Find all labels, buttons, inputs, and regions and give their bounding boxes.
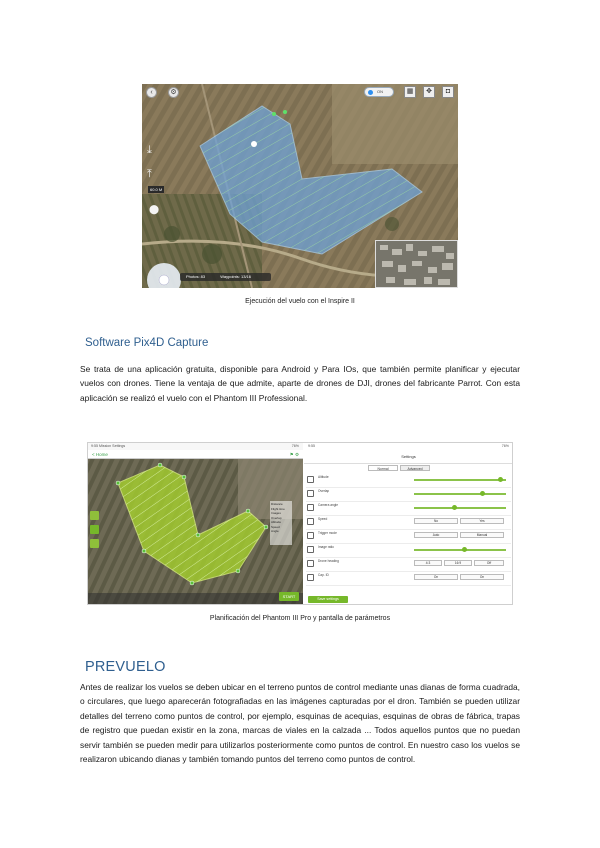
legend-item-4: Altitude	[271, 520, 282, 524]
drone-heading-icon	[307, 560, 314, 567]
slider-knob[interactable]	[462, 547, 467, 552]
param-label: Drone heading	[318, 559, 339, 563]
legend-item-5: Speed	[271, 524, 280, 529]
param-row-speed	[306, 515, 511, 530]
save-settings-button[interactable]: Save settings	[308, 596, 348, 603]
option-on-a[interactable]: On	[414, 574, 458, 580]
side-tool-1-icon[interactable]	[90, 511, 99, 520]
minimap[interactable]	[375, 240, 458, 288]
option-no[interactable]: No	[414, 518, 458, 524]
option-manual[interactable]: Manual	[460, 532, 504, 538]
map-status-bar	[88, 443, 303, 450]
map-status-right: 76%	[291, 444, 299, 448]
pix4d-screenshot	[87, 442, 513, 605]
param-row-cap-id	[306, 571, 511, 586]
panel-status-bar	[304, 443, 513, 450]
altitude-readout: 60.0 M	[150, 187, 163, 192]
param-label: Trigger mode	[318, 531, 337, 535]
start-button[interactable]: START	[279, 592, 299, 601]
location-pin-icon[interactable]: ⬤	[149, 204, 160, 214]
map-options-icon[interactable]: ⚑ ⚙	[289, 452, 299, 457]
pix4d-heading: Software Pix4D Capture	[85, 337, 209, 349]
param-label: Overlap	[318, 489, 330, 493]
legend-item-3: Overlap	[271, 515, 282, 520]
photos-count: Photos: 83	[186, 274, 206, 279]
altitude-slider[interactable]	[414, 479, 506, 481]
slider-knob[interactable]	[498, 477, 503, 482]
option-off[interactable]: Off	[474, 560, 504, 566]
param-row-altitude	[306, 473, 511, 488]
prevuelo-paragraph: Antes de realizar los vuelos se deben ubicar en el terreno puntos de control mediante unas dianas de forma cuadrada, o circulares, que luego aparecerán fotografiadas en las imágenes capturadas por el dron. También se pueden utilizar detalles del terreno como puntos de control, por ejemplo, esquinas de acequias, esquinas de obras de fábrica, trapas de registro que puedan existir en la zona, marcas de viales en la calzada ... Todos aquellos puntos que no puedan servir también se pueden medir para utilizarlos posteriormente como puntos de control. En nuestro caso los vuelos se realizaron ubicando dianas y también tomando puntos del terreno como puntos de control.	[80, 682, 520, 765]
panel-status-left: 9:55	[308, 444, 315, 448]
param-label: Camera angle	[318, 503, 339, 507]
altitude-icon	[307, 476, 314, 483]
camera-angle-icon	[307, 504, 314, 511]
figure2-caption: Planificación del Phantom III Pro y pantalla de parámetros	[209, 615, 391, 622]
option-auto[interactable]: Auto	[414, 532, 458, 538]
param-label: Cap. ID	[318, 573, 329, 577]
segment-advanced[interactable]: Advanced	[400, 465, 430, 471]
camera-icon[interactable]: ◘	[442, 86, 454, 98]
side-tool-3-icon[interactable]	[90, 539, 99, 548]
trigger-icon	[307, 532, 314, 539]
option-yes[interactable]: Yes	[460, 518, 504, 524]
segment-normal[interactable]: Normal	[368, 465, 398, 471]
camera-angle-slider[interactable]	[414, 507, 506, 509]
pix4d-paragraph: Se trata de una aplicación gratuita, disponible para Android y Para IOs, que también permite planificar y ejecutar vuelos con drones. Tiene la ventaja de que admite, aparte de drones de DJI, drones del fabricante Parrot. Con esta aplicación se realizó el vuelo con el Phantom III Professional.	[80, 364, 520, 403]
toggle-dot	[368, 90, 373, 95]
slider-knob[interactable]	[480, 491, 485, 496]
overlap-icon	[307, 490, 314, 497]
prevuelo-heading: PREVUELO	[85, 659, 166, 675]
param-row-drone-heading	[306, 557, 511, 572]
legend-item-1: Flight time	[271, 506, 285, 511]
flight-info-bar	[180, 273, 271, 281]
panel-header: Settings	[304, 451, 513, 464]
settings-icon[interactable]: ⚙	[168, 87, 179, 98]
option-on-b[interactable]: On	[460, 574, 504, 580]
cap-id-icon	[307, 574, 314, 581]
pix4d-settings-panel	[304, 443, 513, 604]
mode-toggle[interactable]	[364, 87, 394, 97]
home-link[interactable]: < Home	[92, 452, 108, 457]
legend-item-6: Angle	[271, 529, 279, 533]
speed-icon	[307, 518, 314, 525]
upload-icon[interactable]: ⤒	[147, 168, 152, 180]
back-icon[interactable]: ‹	[146, 87, 157, 98]
param-label: Altitude	[318, 475, 329, 479]
image-ratio-slider[interactable]	[414, 549, 506, 551]
drone-icon[interactable]: ✥	[423, 86, 435, 98]
minimap-image	[376, 241, 458, 288]
param-label: Image ratio	[318, 545, 334, 549]
option-169[interactable]: 16:9	[444, 560, 472, 566]
overlap-slider[interactable]	[414, 493, 506, 495]
map-layers-icon[interactable]: ▦	[404, 86, 416, 98]
figure1-caption: Ejecución del vuelo con el Inspire II	[245, 298, 355, 305]
param-row-image-ratio	[306, 543, 511, 558]
legend-item-0: Distance	[271, 502, 283, 506]
waypoints-count: Waypoints: 13/16	[220, 274, 252, 279]
download-icon[interactable]: ⤓	[147, 144, 152, 156]
param-row-camera-angle	[306, 501, 511, 516]
toggle-label: ON	[377, 89, 383, 94]
image-ratio-icon	[307, 546, 314, 553]
map-nav-bar	[88, 450, 303, 459]
side-tool-2-icon[interactable]	[90, 525, 99, 534]
pix4d-map-view	[88, 443, 303, 604]
inspire-flight-screenshot	[142, 84, 458, 288]
panel-status-right: 76%	[501, 444, 509, 448]
option-43[interactable]: 4:3	[414, 560, 442, 566]
param-row-overlap	[306, 487, 511, 502]
slider-knob[interactable]	[452, 505, 457, 510]
param-label: Speed	[318, 517, 328, 521]
map-legend	[270, 501, 292, 545]
legend-item-2: Images	[271, 511, 281, 515]
map-status-left: 9:55 Mission Settings	[91, 444, 126, 448]
param-row-trigger	[306, 529, 511, 544]
